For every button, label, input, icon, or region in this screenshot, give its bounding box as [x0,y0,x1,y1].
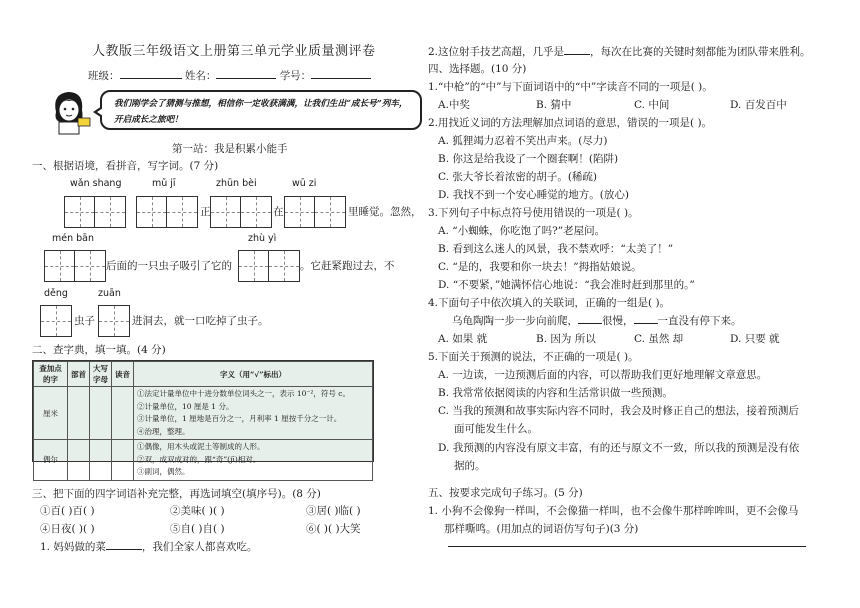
meaning-item[interactable]: ④治理，整理。 [137,426,190,436]
letter-cell[interactable] [90,440,112,481]
mc-2-option-d[interactable]: D. 我找不到一个安心睡觉的地方。(放心) [438,189,629,201]
meaning-item[interactable]: ③计量单位，1 厘地是百分之一，月利率 1 厘按千分之一计。 [137,414,342,423]
blank-1[interactable] [106,539,142,550]
meaning-item[interactable]: ②双，成双成对的，跟“奇”(jī)相对。 [137,454,261,464]
mc-5-option-b[interactable]: B. 我常常依据阅读的内容和生活常识做一些预测。 [438,387,673,399]
mc-3-option-d[interactable]: D. “不要紧，”她满怀信心地说：“我会准时赶到那里的。” [438,279,695,291]
intro-speech-bubble [100,90,422,130]
q5-item-1-cont: 那样嘶鸣。(用加点的词语仿写句子)(3 分) [444,523,639,535]
blank-2[interactable] [564,44,590,55]
class-label: 班级： [88,70,120,82]
pinyin-wanshang: wǎn shang [70,178,122,189]
name-label: 姓名： [184,70,217,82]
mc-3-stem: 3.下列句子中标点符号使用错误的一项是( )。 [428,207,639,219]
pinyin-zuan: zuān [98,288,121,299]
pinyin-menban: mén bān [52,233,95,244]
mc-4-part-c: 一直没有停下来。 [657,315,742,327]
sentence-2-part-a: 2.这位射手技艺高超，几乎是 [428,46,565,58]
meaning-list [134,440,373,481]
pinyin-zhunbei: zhūn bèi [216,178,257,189]
answer-box-zuan[interactable] [98,305,130,337]
answer-box-wuzi[interactable] [284,196,346,228]
text-line3-mid: 虫子 [74,315,95,327]
mc-5-option-a[interactable]: A. 一边读，一边预测后面的内容，可以帮助我们更好地理解文章意思。 [438,369,768,381]
class-field[interactable] [120,68,182,79]
answer-box-deng[interactable] [40,305,72,337]
q5-heading: 五、按要求完成句子练习。(5 分) [428,487,583,499]
pinyin-zhuyi: zhù yì [248,233,277,244]
mc-3-option-c[interactable]: C. “是的，我要和你一块去！”拇指姑娘说。 [438,261,642,273]
mc-5-option-d[interactable]: D. 我预测的内容没有原文丰富，有的还与原文不一致，所以我的预测是没有依 [438,442,800,454]
page-title: 人教版三年级语文上册第三单元学业质量测评卷 [92,44,376,59]
mc-5-stem: 5.下面关于预测的说法，不正确的一项是( )。 [428,351,639,363]
sentence-1-part-a: 1. 妈妈做的菜 [40,541,106,553]
table-row-word: 偶尔 [34,440,68,481]
text-line2-mid: 后面的一只虫子吸引了它的 [106,260,232,272]
text-line3-end: 进洞去，就一口吃掉了虫子。 [132,315,269,327]
mc-4-option-b[interactable]: B. 因为 所以 [536,333,596,345]
q3-heading: 三、把下面的四字词语补充完整，再选词填空(填序号)。(8 分) [32,488,321,500]
mc-3-option-a[interactable]: A. “小蜘蛛，你吃饱了吗?”老屋问。 [438,225,606,237]
dictionary-table [32,360,374,476]
table-row-word: 厘米 [34,387,68,440]
idiom-5[interactable]: ⑤自( )自( ) [170,523,225,535]
text-line2-end: 。它赶紧跑过去，不 [300,260,395,272]
mc-2-stem: 2.用找近义词的方法理解加点词语的意思，错误的一项是( )。 [428,117,713,129]
pron-cell[interactable] [112,440,134,481]
mc-4-sentence [452,313,742,328]
idiom-4[interactable]: ④日夜( )( ) [40,523,95,535]
letter-cell[interactable] [90,387,112,440]
idiom-6[interactable]: ⑥( )( )大笑 [306,523,361,535]
radical-cell[interactable] [68,387,90,440]
mc-5-option-c-cont: 面可能发生什么。 [454,423,538,435]
mc-2-option-b[interactable]: B. 你这是给我设了一个圈套啊！(陷阱) [438,153,619,165]
station-heading: 第一站：我是积累小能手 [172,143,288,155]
col-header-letter: 大写字母 [90,362,112,387]
answer-box-muji[interactable] [136,196,198,228]
mc-1-option-a[interactable]: A.中奖 [438,99,470,111]
idiom-1[interactable]: ①百( )百( ) [40,505,95,517]
answer-box-wanshang[interactable] [64,196,126,228]
mc-3-option-b[interactable]: B. 看到这么迷人的风景，我不禁欢呼：“太美了！” [438,243,674,255]
col-header-meaning: 字义（用“√”标出） [134,362,373,387]
q1-heading: 一、根据语境，看拼音，写字词。(7 分) [32,160,219,172]
fill-sentence-1 [40,539,257,554]
answer-box-zhunbei[interactable] [210,196,272,228]
left-column [30,0,420,608]
meaning-list [134,387,373,440]
meaning-item[interactable]: ③副词，偶然。 [137,467,190,476]
mc-5-option-d-cont: 据的。 [454,460,486,472]
q4-heading: 四、选择题。(10 分) [428,63,527,75]
meaning-item[interactable]: ②计量单位，10 厘是 1 分。 [137,401,234,411]
pinyin-wuzi: wū zi [292,178,317,189]
mc-4-option-c[interactable]: C. 虽然 却 [634,333,684,345]
mc-5-option-c[interactable]: C. 当我的预测和故事实际内容不同时，我会及时修正自己的想法，接着预测后 [438,405,799,417]
mc-2-option-c[interactable]: C. 张大爷长着浓密的胡子。(稀疏) [438,171,598,183]
text-zai: 在 [273,206,284,218]
radical-cell[interactable] [68,440,90,481]
answer-box-zhuyi[interactable] [238,250,300,282]
mc-4-blank-1[interactable] [578,313,602,324]
right-column [428,0,843,608]
answer-box-menban[interactable] [44,250,106,282]
sentence-1-part-b: ，我们全家人都喜欢吃。 [141,541,258,553]
mc-1-stem: 1.“中枪”的“中”与下面词语中的“中”字读音不同的一项是( )。 [428,81,713,93]
col-header-char: 查加点的字 [34,362,68,387]
mc-4-part-a: 乌龟陶陶一步一步向前爬， [452,315,578,327]
name-field[interactable] [216,68,276,79]
student-info [88,68,371,83]
mc-1-option-c[interactable]: C. 中间 [634,99,670,111]
student-girl-icon [44,88,94,136]
mc-4-option-d[interactable]: D. 只要 就 [730,333,780,345]
text-line1-end: 里睡觉。忽然， [348,206,422,218]
id-label: 学号： [279,70,312,82]
fill-sentence-2 [428,44,811,59]
id-field[interactable] [311,68,371,79]
answer-line[interactable] [448,546,806,547]
meaning-item[interactable]: ①偶像，用木头或泥土等制成的人形。 [137,442,265,451]
mc-4-option-a[interactable]: A. 如果 就 [438,333,488,345]
mc-4-part-b: 很慢， [602,315,634,327]
idiom-2[interactable]: ②美味( )( ) [170,505,225,517]
col-header-pron: 读音 [112,362,134,387]
sentence-2-part-b: ，每次在比赛的关键时刻都能为团队带来胜利。 [590,46,811,58]
col-header-radical: 部首 [68,362,90,387]
pron-cell[interactable] [112,387,134,440]
q2-heading: 二、查字典，填一填。(4 分) [32,344,166,356]
intro-text: 我们刚学会了猜测与推想，相信你一定收获满满，让我们生出“成长号”列车，开启成长之旅吧！ [114,99,408,125]
mc-2-option-a[interactable]: A. 狐狸竭力忍着不笑出声来。(尽力) [438,135,608,147]
idiom-3[interactable]: ③居( )临( ) [306,505,361,517]
mc-1-option-d[interactable]: D. 百发百中 [730,99,787,111]
mc-4-blank-2[interactable] [634,313,658,324]
mc-1-option-b[interactable]: B. 猜中 [536,99,572,111]
meaning-item[interactable]: ①法定计量单位中十进分数单位词头之一，表示 10⁻²，符号 c。 [137,389,350,398]
pinyin-muji: mǔ jī [152,178,176,189]
pinyin-deng: děng [44,288,68,299]
mc-4-stem: 4.下面句子中依次填入的关联词，正确的一组是( )。 [428,297,671,309]
text-zheng: 正 [200,206,211,218]
q5-item-1: 1. 小狗不会像狗一样叫，不会像猫一样叫，也不会像牛那样哞哞叫，更不会像马 [428,505,799,517]
